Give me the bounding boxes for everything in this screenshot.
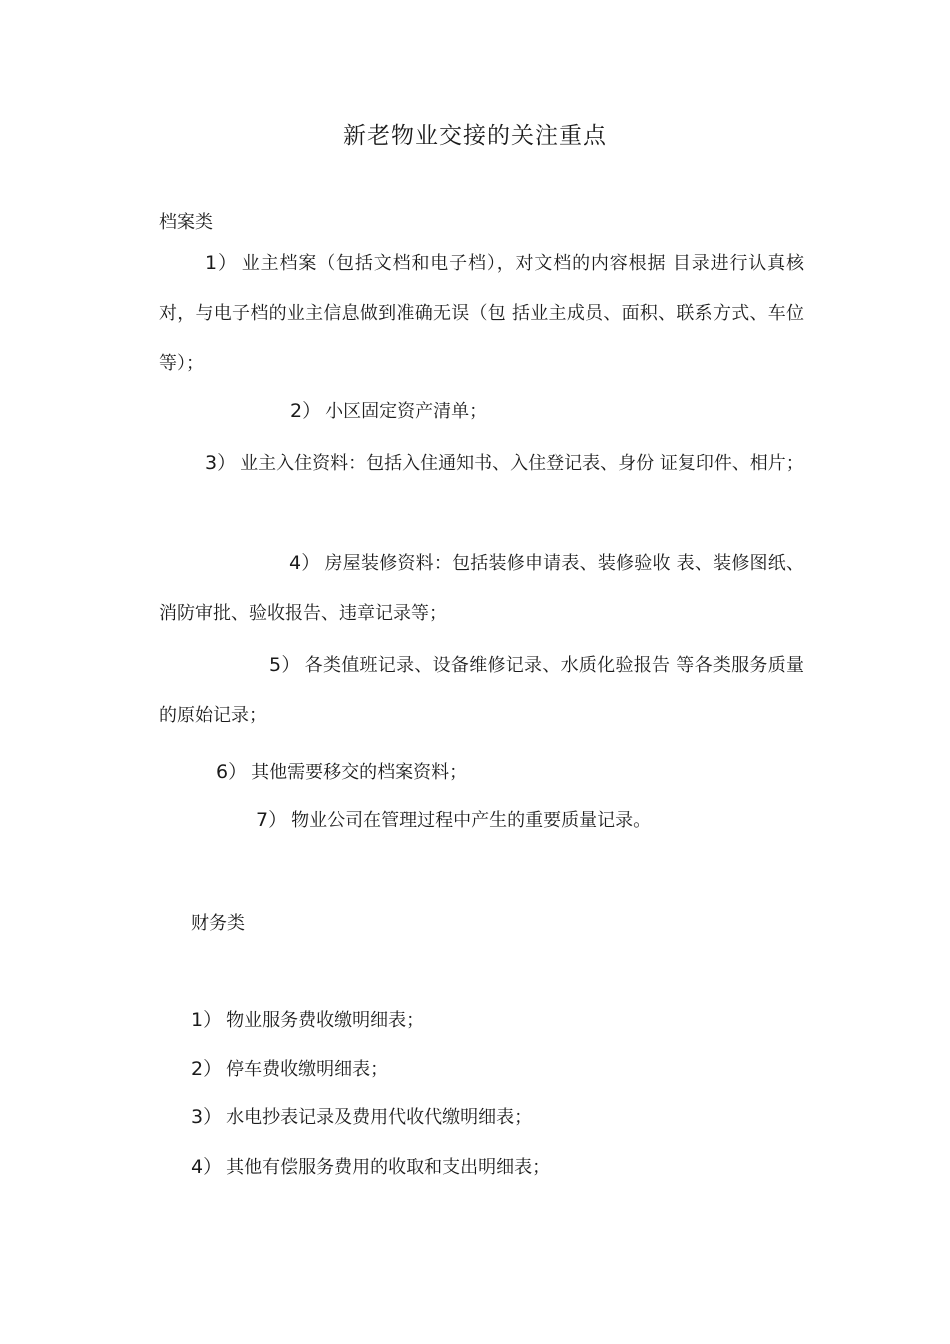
item-number: 5） bbox=[269, 654, 301, 676]
item-number: 7） bbox=[256, 809, 288, 831]
item-number: 6） bbox=[216, 761, 248, 783]
archives-item-1 bbox=[159, 238, 804, 389]
item-number: 1） bbox=[191, 1009, 223, 1031]
item-number: 1） bbox=[205, 252, 238, 274]
item-number: 2） bbox=[290, 400, 322, 422]
item-text: 业主档案（包括文档和电子档），对文档的内容根据 目录进行认真核对，与电子档的业主信息做到准确无误（包 括业主成员、面积、联系方式、车位等）； bbox=[159, 253, 805, 374]
item-text: 各类值班记录、设备维修记录、水质化验报告 等各类服务质量的原始记录； bbox=[159, 655, 804, 726]
finance-item-4 bbox=[191, 1154, 550, 1181]
section-heading-finance: 财务类 bbox=[191, 913, 245, 934]
item-text: 物业公司在管理过程中产生的重要质量记录。 bbox=[291, 810, 652, 831]
item-text: 其他有偿服务费用的收取和支出明细表； bbox=[226, 1157, 551, 1178]
finance-item-1 bbox=[191, 1007, 424, 1034]
archives-item-6 bbox=[216, 759, 467, 786]
archives-item-7 bbox=[256, 807, 651, 834]
item-number: 4） bbox=[289, 552, 321, 574]
archives-item-3 bbox=[159, 438, 804, 489]
item-text: 物业服务费收缴明细表； bbox=[226, 1010, 425, 1031]
finance-item-3 bbox=[191, 1104, 532, 1131]
document-title: 新老物业交接的关注重点 bbox=[343, 123, 607, 149]
item-text: 小区固定资产清单； bbox=[325, 401, 488, 422]
item-number: 4） bbox=[191, 1156, 223, 1178]
archives-item-5 bbox=[159, 640, 804, 741]
item-number: 3） bbox=[191, 1106, 223, 1128]
item-text: 其他需要移交的档案资料； bbox=[251, 762, 468, 783]
item-number: 3） bbox=[205, 452, 237, 474]
item-text: 水电抄表记录及费用代收代缴明细表； bbox=[226, 1107, 533, 1128]
archives-item-4 bbox=[159, 538, 804, 639]
item-text: 停车费收缴明细表； bbox=[226, 1059, 389, 1080]
section-heading-archives: 档案类 bbox=[159, 212, 213, 233]
item-number: 2） bbox=[191, 1058, 223, 1080]
item-text: 房屋装修资料：包括装修申请表、装修验收 表、装修图纸、消防审批、验收报告、违章记录等； bbox=[159, 553, 804, 624]
finance-item-2 bbox=[191, 1056, 388, 1083]
item-text: 业主入住资料：包括入住通知书、入住登记表、身份 证复印件、相片； bbox=[240, 453, 804, 474]
archives-item-2 bbox=[290, 398, 487, 425]
